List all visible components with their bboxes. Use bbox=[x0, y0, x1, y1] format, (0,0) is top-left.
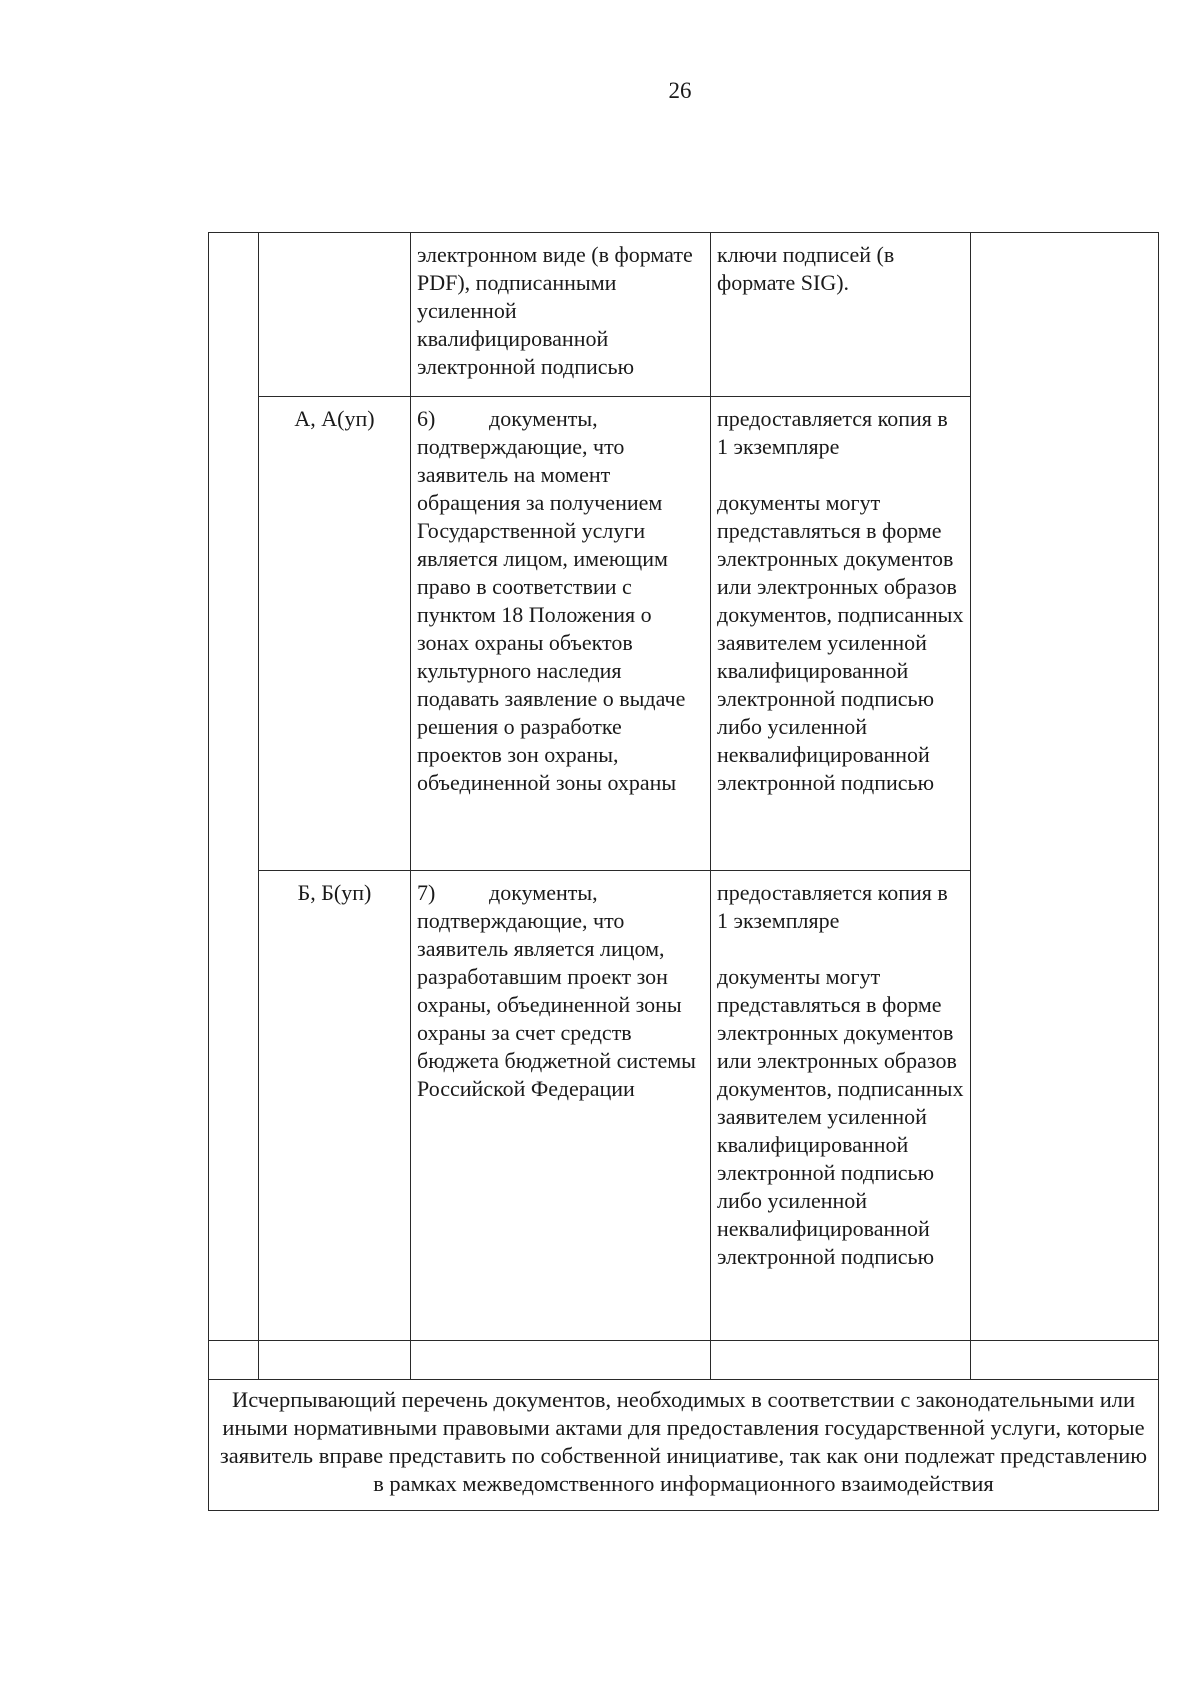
table-row-empty bbox=[209, 1341, 1159, 1380]
form-cell bbox=[711, 871, 971, 1341]
category-cell bbox=[259, 233, 411, 397]
document-text: электронном виде (в формате PDF), подписанными усиленной квалифицированной электронной подписью bbox=[417, 242, 693, 379]
document-text: документы, подтверждающие, что заявитель является лицом, разработавшим проект зон охраны, объединенной зоны охраны за счет средств бюджета бюджетной системы Российской Федерации bbox=[417, 880, 696, 1101]
form-text-copy: предоставляется копия в 1 экземпляре bbox=[717, 406, 948, 459]
category-label: Б, Б(уп) bbox=[297, 880, 372, 905]
page-number: 26 bbox=[668, 78, 692, 103]
empty-cell bbox=[971, 1341, 1159, 1380]
empty-cell bbox=[711, 1341, 971, 1380]
document-number: 6) bbox=[417, 406, 436, 431]
empty-cell bbox=[411, 1341, 711, 1380]
footer-cell bbox=[209, 1380, 1159, 1511]
form-cell bbox=[711, 233, 971, 397]
form-cell bbox=[711, 397, 971, 871]
category-cell bbox=[259, 871, 411, 1341]
table-footer-row bbox=[209, 1380, 1159, 1511]
form-text: ключи подписей (в формате SIG). bbox=[717, 242, 895, 295]
category-cell bbox=[259, 397, 411, 871]
document-text: документы, подтверждающие, что заявитель на момент обращения за получением Государственной услуги является лицом, имеющим право в соответствии с пунктом 18 Положения о зонах охраны объектов культурного наследия подавать заявление о выдаче решения о разработке проектов зон охраны, объединенной зоны охраны bbox=[417, 406, 686, 795]
documents-table bbox=[208, 232, 1159, 1511]
note-cell bbox=[971, 233, 1159, 1341]
document-paragraph bbox=[417, 405, 704, 797]
document-cell bbox=[411, 233, 711, 397]
form-text-copy: предоставляется копия в 1 экземпляре bbox=[717, 880, 948, 933]
document-cell bbox=[411, 871, 711, 1341]
category-label: А, А(уп) bbox=[294, 406, 375, 431]
footer-text: Исчерпывающий перечень документов, необходимых в соответствии с законодательными или иными нормативными правовыми актами для предоставления государственной услуги, которые заявитель вправе представить по собственной инициативе, так как они подлежат представлению в рамках межведомственного информационного взаимодействия bbox=[219, 1387, 1148, 1496]
document-cell bbox=[411, 397, 711, 871]
row-number-cell bbox=[209, 233, 259, 1341]
form-text-electronic: документы могут представляться в форме электронных документов или электронных образов документов, подписанных заявителем усиленной квалифицированной электронной подписью либо усиленной неквалифицированной электронной подписью bbox=[717, 490, 964, 795]
document-number: 7) bbox=[417, 880, 436, 905]
empty-cell bbox=[209, 1341, 259, 1380]
empty-cell bbox=[259, 1341, 411, 1380]
form-text-electronic: документы могут представляться в форме электронных документов или электронных образов документов, подписанных заявителем усиленной квалифицированной электронной подписью либо усиленной неквалифицированной электронной подписью bbox=[717, 964, 964, 1269]
document-paragraph bbox=[417, 879, 704, 1103]
table-row bbox=[209, 233, 1159, 397]
